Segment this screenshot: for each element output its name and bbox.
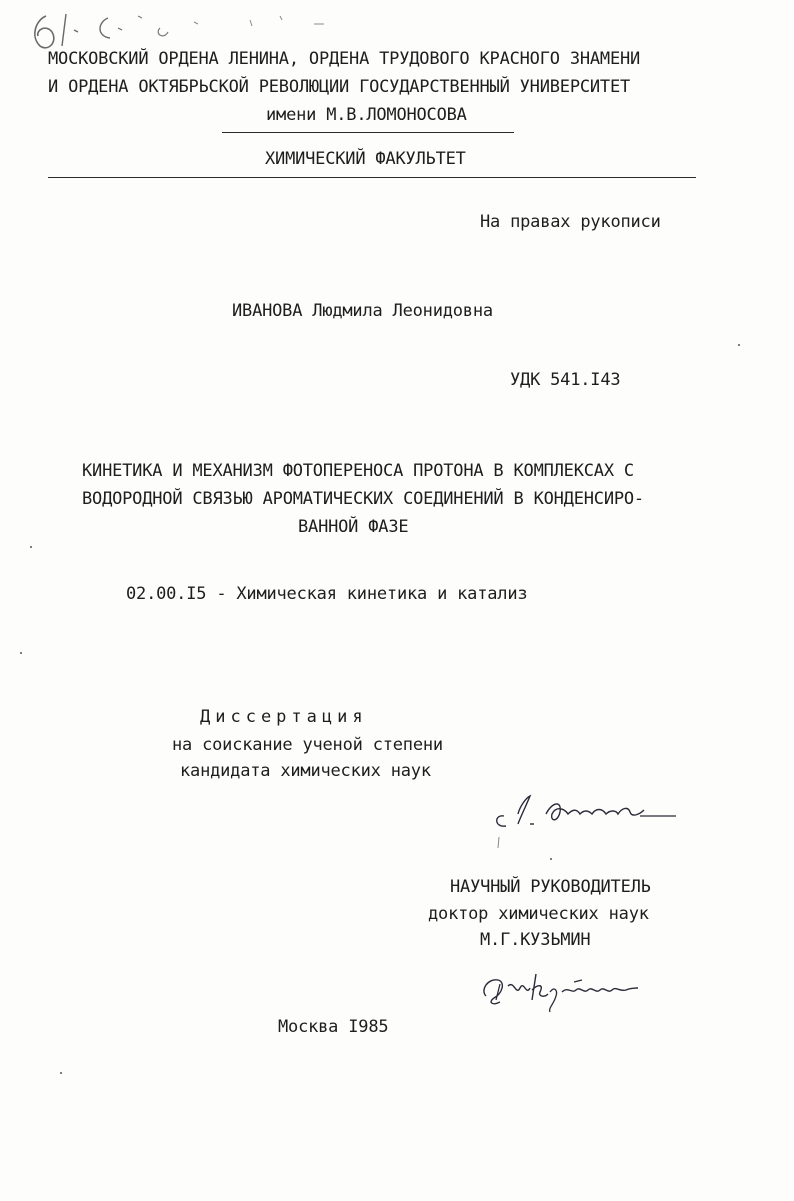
header-divider-long xyxy=(48,177,696,178)
udc-code: УДК 541.I43 xyxy=(510,370,621,390)
dissertation-title-line-2: ВОДОРОДНОЙ СВЯЗЬЮ АРОМАТИЧЕСКИХ СОЕДИНЕНИЙ В КОНДЕНСИРО- xyxy=(82,489,644,509)
header-divider-short xyxy=(222,132,514,133)
university-name-line-1: МОСКОВСКИЙ ОРДЕНА ЛЕНИНА, ОРДЕНА ТРУДОВОГО КРАСНОГО ЗНАМЕНИ xyxy=(48,49,641,69)
supervisor-name: М.Г.КУЗЬМИН xyxy=(480,930,591,950)
scan-speck xyxy=(550,858,552,860)
supervisor-degree: доктор химических наук xyxy=(428,904,649,924)
degree-purpose-line: на соискание ученой степени xyxy=(172,735,443,755)
specialty-code: 02.00.I5 - Химическая кинетика и катализ xyxy=(126,584,528,604)
author-signature xyxy=(490,784,690,834)
university-name-line-2: И ОРДЕНА ОКТЯБРЬСКОЙ РЕВОЛЮЦИИ ГОСУДАРСТВЕННЫЙ УНИВЕРСИТЕТ xyxy=(48,77,631,97)
dissertation-heading: Диссертация xyxy=(200,707,368,727)
faculty-name: ХИМИЧЕСКИЙ ФАКУЛЬТЕТ xyxy=(265,149,466,169)
university-name-line-3: имени М.В.ЛОМОНОСОВА xyxy=(266,105,467,125)
author-name: ИВАНОВА Людмила Леонидовна xyxy=(232,301,493,321)
scan-speck xyxy=(738,344,740,346)
degree-name-line: кандидата химических наук xyxy=(180,761,431,781)
manuscript-rights-note: На правах рукописи xyxy=(480,212,661,232)
scan-speck xyxy=(20,652,22,654)
supervisor-signature xyxy=(478,964,648,1014)
scan-speck xyxy=(30,546,32,548)
scan-speck xyxy=(60,1072,62,1074)
stray-pencil-mark xyxy=(494,836,504,850)
supervisor-label: НАУЧНЫЙ РУКОВОДИТЕЛЬ xyxy=(450,877,651,897)
dissertation-title-line-3: ВАННОЙ ФАЗЕ xyxy=(298,517,409,537)
place-and-year: Москва I985 xyxy=(278,1017,389,1037)
dissertation-title-line-1: КИНЕТИКА И МЕХАНИЗМ ФОТОПЕРЕНОСА ПРОТОНА В КОМПЛЕКСАХ С xyxy=(82,461,634,481)
